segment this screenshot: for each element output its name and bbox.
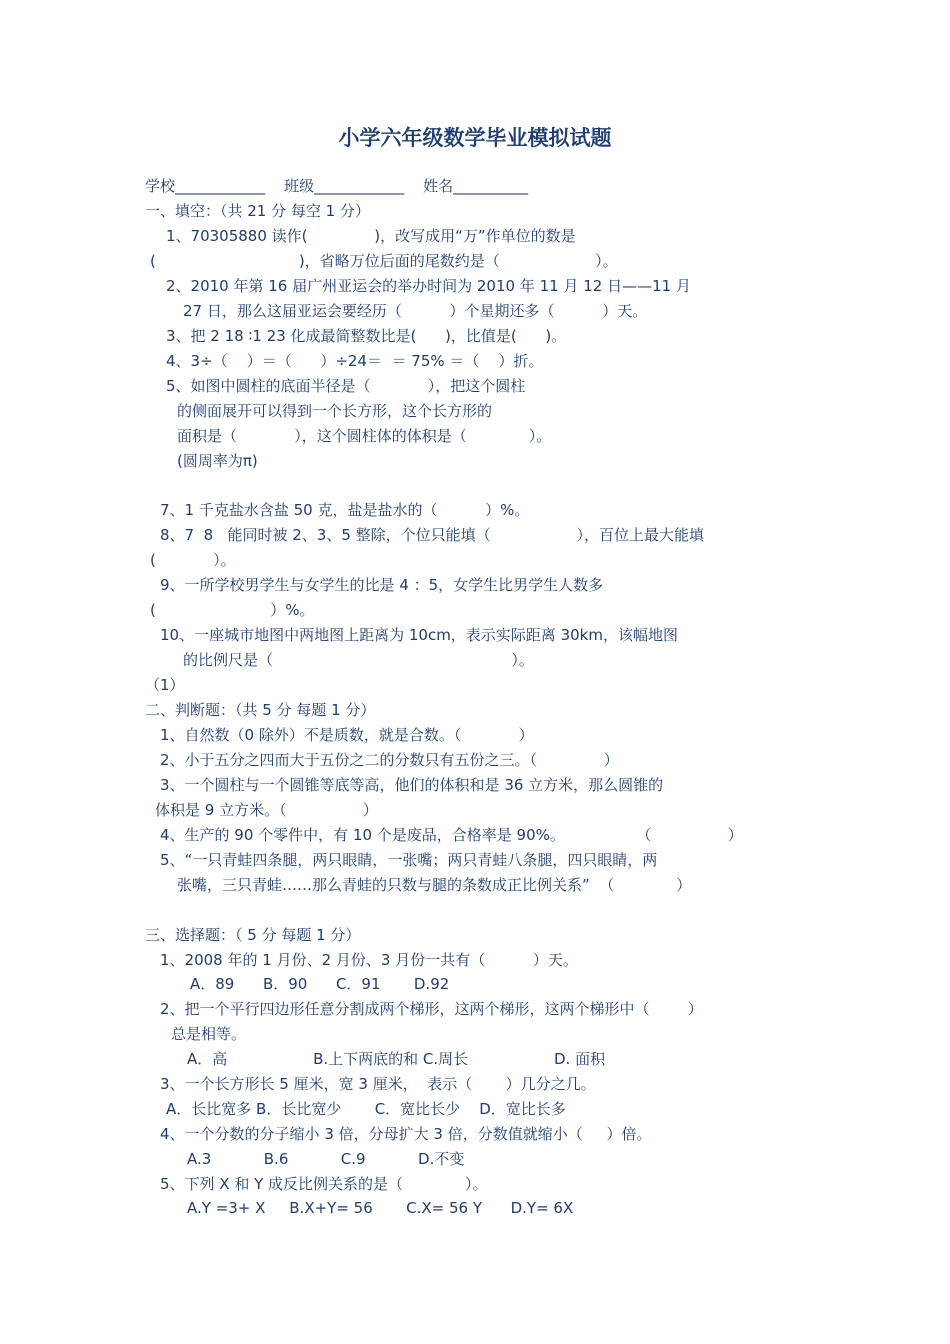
question-line: 1、70305880 读作( )，改写成用“万”作单位的数是 — [166, 227, 576, 245]
choice-options: A．高 B.上下两底的和 C.周长 D. 面积 — [187, 1050, 606, 1068]
question-line: 1、自然数（0 除外）不是质数，就是合数。（ ） — [160, 726, 534, 744]
question-line: 总是相等。 — [171, 1025, 247, 1043]
question-line: 面积是（ ），这个圆柱体的体积是（ ）。 — [177, 427, 552, 445]
question-line: 的比例尺是（ ）。 — [183, 651, 534, 669]
question-line: 2、把一个平行四边形任意分割成两个梯形，这两个梯形，这两个梯形中（ ） — [160, 1000, 703, 1018]
question-line: 4、生产的 90 个零件中，有 10 个是废品，合格率是 90%。 （ ） — [160, 826, 743, 844]
section-heading-fill-in: 一、填空：（共 21 分 每空 1 分） — [145, 202, 370, 220]
section-heading-multiple-choice: 三、选择题：（ 5 分 每题 1 分） — [145, 926, 361, 944]
question-line: 3、一个圆柱与一个圆锥等底等高，他们的体积和是 36 立方米，那么圆锥的 — [160, 776, 664, 794]
question-line: 4、一个分数的分子缩小 3 倍，分母扩大 3 倍，分数值就缩小（ ）倍。 — [160, 1125, 652, 1143]
question-line: ( ）。 — [150, 551, 236, 569]
choice-options: A.Y =3+ X B.X+Y= 56 C.X= 56 Y D.Y= 6X — [187, 1199, 574, 1217]
question-line: 2、2010 年第 16 届广州亚运会的举办时间为 2010 年 11 月 12 日——11 月 — [166, 277, 691, 295]
question-line: 7、1 千克盐水含盐 50 克，盐是盐水的（ ）%。 — [160, 501, 530, 519]
question-line: 8、7 8 能同时被 2、3、5 整除，个位只能填（ ），百位上最大能填 — [160, 526, 704, 544]
question-line: 5、下列 X 和 Y 成反比例关系的是（ ）。 — [160, 1175, 488, 1193]
section-heading-true-false: 二、判断题：（共 5 分 每题 1 分） — [145, 701, 376, 719]
question-line: 4、3÷（ ）＝（ ）÷24＝ ＝ 75% ＝（ ）折。 — [166, 352, 544, 370]
question-line: 体积是 9 立方米。（ ） — [155, 801, 378, 819]
choice-options: A．89 B．90 C．91 D.92 — [190, 975, 450, 993]
choice-options: A．长比宽多 B．长比宽少 C．宽比长少 D．宽比长多 — [166, 1100, 566, 1118]
choice-options: A.3 B.6 C.9 D.不变 — [187, 1150, 465, 1168]
question-line: (圆周率为π) — [177, 452, 258, 470]
question-line: 张嘴，三只青蛙……那么青蛙的只数与腿的条数成正比例关系” （ ） — [177, 876, 692, 894]
page-title: 小学六年级数学毕业模拟试题 — [338, 125, 612, 150]
question-line: 3、一个长方形长 5 厘米，宽 3 厘米， 表示（ ）几分之几。 — [160, 1075, 596, 1093]
question-line: 2、小于五分之四而大于五份之二的分数只有五份之三。（ ） — [160, 751, 619, 769]
question-line: 5、“一只青蛙四条腿，两只眼睛，一张嘴；两只青蛙八条腿，四只眼睛，两 — [160, 851, 658, 869]
question-line: 9、一所学校男学生与女学生的比是 4 ：5，女学生比男学生人数多 — [160, 576, 604, 594]
question-line: 1、2008 年的 1 月份、2 月份、3 月份一共有（ ）天。 — [160, 951, 578, 969]
question-line: 27 日，那么这届亚运会要经历（ ）个星期还多（ ）天。 — [183, 302, 648, 320]
question-line: ( ）%。 — [150, 601, 315, 619]
question-line: 5、如图中圆柱的底面半径是（ ），把这个圆柱 — [166, 377, 526, 395]
question-line: （1） — [145, 676, 185, 694]
question-line: ( )，省略万位后面的尾数约是（ ）。 — [150, 252, 618, 270]
question-line: 3、把 2 18 ∶1 23 化成最简整数比是( )，比值是( )。 — [166, 327, 567, 345]
question-line: 10、一座城市地图中两地图上距离为 10cm，表示实际距离 30km，该幅地图 — [160, 626, 678, 644]
student-info-line: 学校____________ 班级____________ 姓名__________ — [145, 177, 529, 195]
question-line: 的侧面展开可以得到一个长方形，这个长方形的 — [177, 402, 493, 420]
